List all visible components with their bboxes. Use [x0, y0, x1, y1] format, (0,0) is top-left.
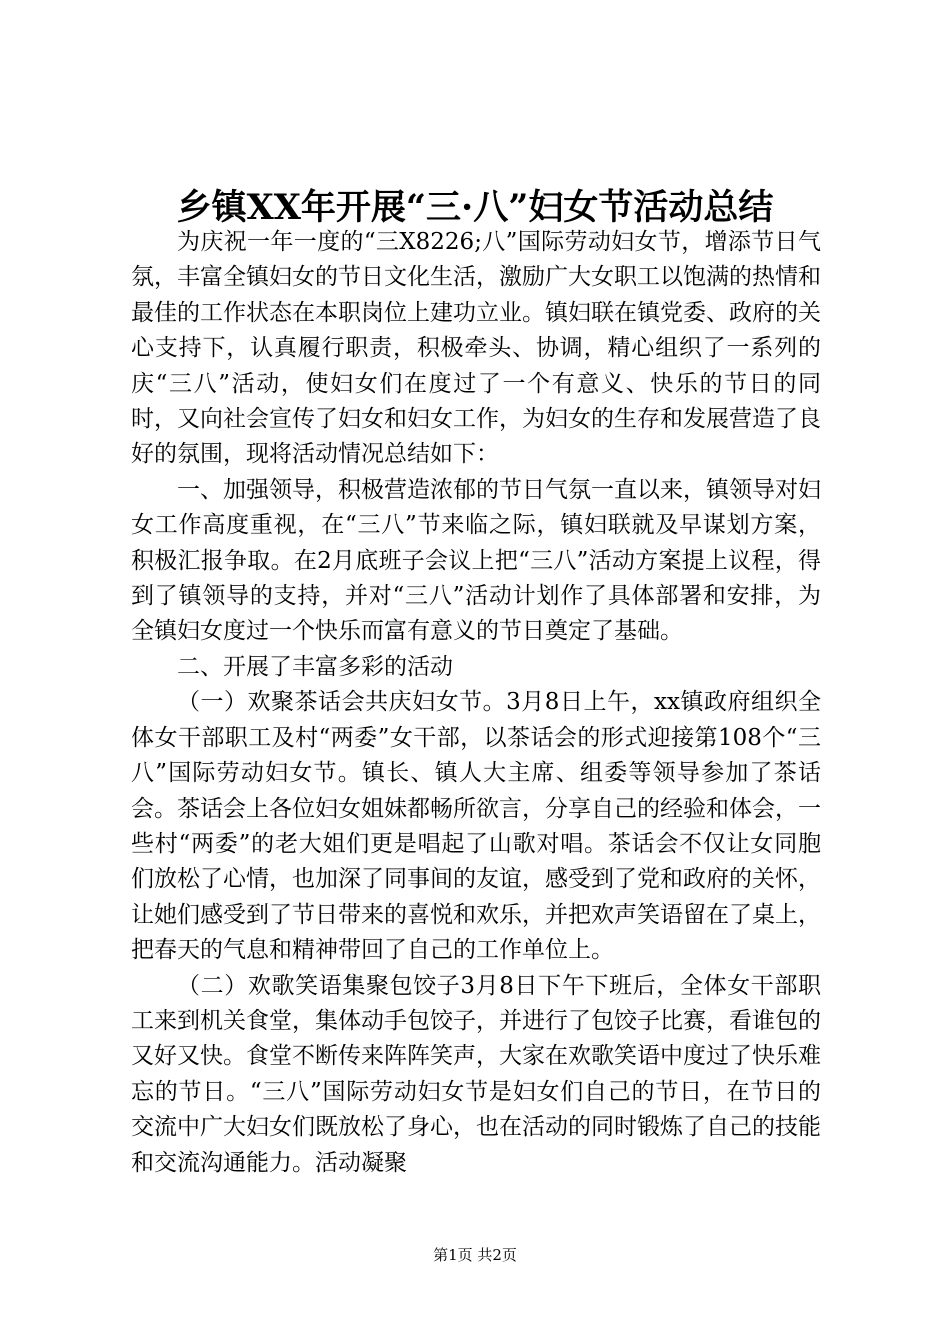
document-title: 乡镇XX年开展“三·八”妇女节活动总结 — [176, 187, 774, 228]
paragraph-section-2-heading: 二、开展了丰富多彩的活动 — [177, 653, 453, 680]
page-footer: 第1页 共2页 — [433, 1246, 517, 1264]
paragraph-intro: 为庆祝一年一度的“三X8226;八”国际劳动妇女节，增添节日气氛，丰富全镇妇女的节日文化生活，激励广大女职工以饱满的热情和最佳的工作状态在本职岗位上建功立业。镇妇联在镇党委、政府的关心支持下，认真履行职责，积极牵头、协调，精心组织了一系列的庆“三八”活动，使妇女们在度过了一个有意义、快乐的节日的同时，又向社会宣传了妇女和妇女工作，为妇女的生存和发展营造了良好的氛围，现将活动情况总结如下： — [131, 229, 821, 468]
paragraph-subsection-1: （一）欢聚茶话会共庆妇女节。3月8日上午，xx镇政府组织全体女干部职工及村“两委”女干部，以茶话会的形式迎接第108个“三八”国际劳动妇女节。镇长、镇人大主席、组委等领导参加了茶话会。茶话会上各位妇女姐妹都畅所欲言，分享自己的经验和体会，一些村“两委”的老大姐们更是唱起了山歌对唱。茶话会不仅让女同胞们放松了心情，也加深了同事间的友谊，感受到了党和政府的关怀，让她们感受到了节日带来的喜悦和欢乐，并把欢声笑语留在了桌上，把春天的气息和精神带回了自己的工作单位上。 — [131, 689, 821, 964]
paragraph-section-1: 一、加强领导，积极营造浓郁的节日气氛一直以来，镇领导对妇女工作高度重视，在“三八”节来临之际，镇妇联就及早谋划方案，积极汇报争取。在2月底班子会议上把“三八”活动方案提上议程，得到了镇领导的支持，并对“三八”活动计划作了具体部署和安排，为全镇妇女度过一个快乐而富有意义的节日奠定了基础。 — [131, 476, 821, 645]
document-body — [131, 225, 821, 1181]
paragraph-subsection-2: （二）欢歌笑语集聚包饺子3月8日下午下班后，全体女干部职工来到机关食堂，集体动手包饺子，并进行了包饺子比赛，看谁包的又好又快。食堂不断传来阵阵笑声，大家在欢歌笑语中度过了快乐难忘的节日。“三八”国际劳动妇女节是妇女们自己的节日，在节日的交流中广大妇女们既放松了身心，也在活动的同时锻炼了自己的技能和交流沟通能力。活动凝聚 — [131, 972, 821, 1176]
